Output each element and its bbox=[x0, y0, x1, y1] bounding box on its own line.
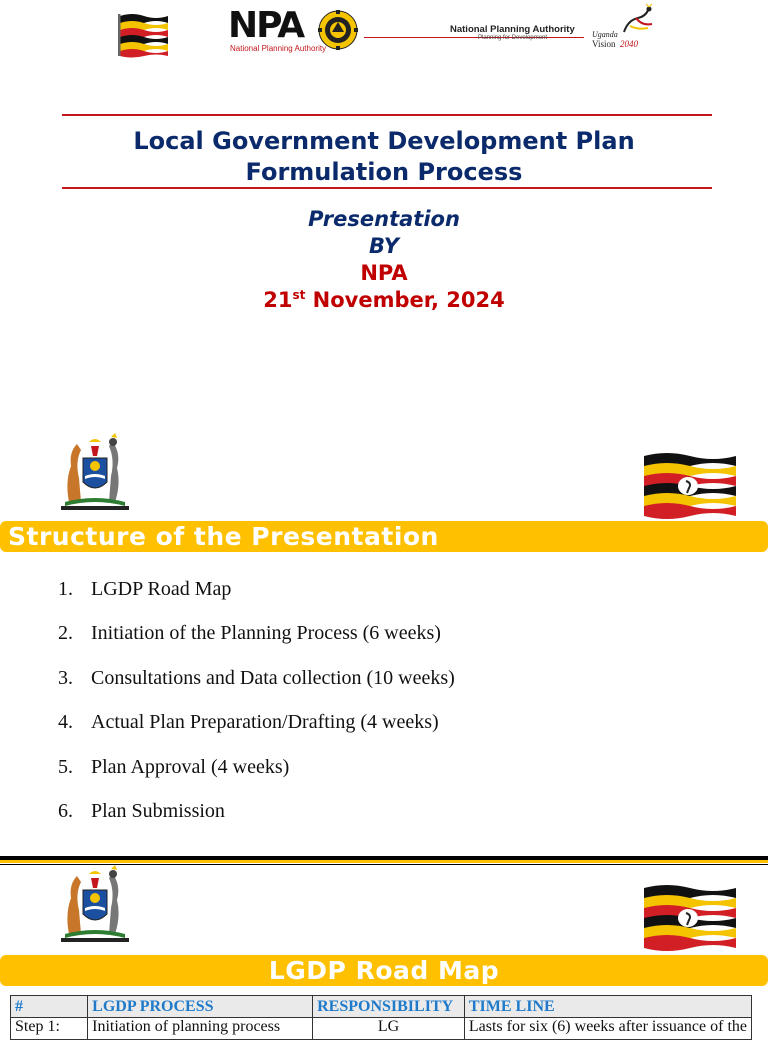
list-item bbox=[58, 800, 225, 823]
column-header-process: LGDP PROCESS bbox=[88, 996, 313, 1018]
roadmap-heading-bar bbox=[0, 955, 768, 986]
npa-logo bbox=[226, 6, 360, 58]
slide-title-line2: Formulation Process bbox=[245, 158, 523, 186]
list-item-number: 2. bbox=[58, 622, 73, 644]
uganda-flag-icon bbox=[642, 882, 736, 948]
roadmap-table bbox=[10, 995, 752, 1040]
table-row bbox=[11, 1018, 752, 1040]
header-rule bbox=[364, 37, 584, 38]
column-header-responsibility: RESPONSIBILITY bbox=[313, 996, 465, 1018]
list-item-text: Actual Plan Preparation/Drafting (4 weeks) bbox=[91, 711, 439, 733]
table-cell-responsibility: LG bbox=[313, 1018, 465, 1040]
date-rest: November, 2024 bbox=[305, 288, 505, 312]
header-logos bbox=[0, 0, 768, 62]
list-item-number: 5. bbox=[58, 756, 73, 778]
list-item-text: LGDP Road Map bbox=[91, 578, 232, 600]
vision-uganda-text: Uganda bbox=[592, 30, 618, 39]
table-cell-process: Initiation of planning process bbox=[88, 1018, 313, 1040]
list-item bbox=[58, 756, 289, 779]
list-item bbox=[58, 578, 231, 601]
structure-heading-bar bbox=[0, 521, 768, 552]
coat-of-arms-icon bbox=[55, 432, 135, 512]
title-top-rule bbox=[62, 114, 712, 116]
list-item bbox=[58, 622, 441, 645]
list-item bbox=[58, 711, 439, 734]
by-label: BY bbox=[368, 234, 400, 258]
list-item-text: Initiation of the Planning Process (6 weeks) bbox=[91, 622, 441, 644]
list-item-text: Plan Approval (4 weeks) bbox=[91, 756, 290, 778]
column-header-number: # bbox=[11, 996, 88, 1018]
npa-logo-subtitle: National Planning Authority bbox=[230, 44, 327, 53]
date-suffix: st bbox=[292, 288, 306, 302]
npa-seal-icon bbox=[318, 10, 358, 50]
slide-separator-accent bbox=[0, 860, 768, 863]
coat-of-arms-icon bbox=[55, 864, 135, 944]
list-item-text: Plan Submission bbox=[91, 800, 225, 822]
uganda-flag-icon bbox=[118, 10, 170, 56]
roadmap-heading: LGDP Road Map bbox=[268, 956, 500, 985]
table-cell-timeline: Lasts for six (6) weeks after issuance of the bbox=[464, 1018, 751, 1040]
crested-crane-icon bbox=[618, 4, 656, 36]
list-item-number: 4. bbox=[58, 711, 73, 733]
list-item bbox=[58, 667, 455, 690]
vision-2040-logo bbox=[590, 4, 658, 54]
npa-wordmark: NPA bbox=[228, 5, 304, 46]
vision-year: 2040 bbox=[620, 39, 638, 49]
vision-word: Vision bbox=[592, 39, 616, 49]
structure-heading: Structure of the Presentation bbox=[8, 522, 439, 551]
presentation-date bbox=[0, 288, 768, 312]
list-item-number: 6. bbox=[58, 800, 73, 822]
list-item-number: 3. bbox=[58, 667, 73, 689]
list-item-number: 1. bbox=[58, 578, 73, 600]
uganda-flag-icon bbox=[642, 450, 736, 516]
table-header-row bbox=[11, 996, 752, 1018]
npa-tagline: Planning for Development bbox=[478, 35, 548, 41]
column-header-timeline: TIME LINE bbox=[464, 996, 751, 1018]
slide-title-line1: Local Government Development Plan bbox=[133, 127, 635, 155]
presenter-name: NPA bbox=[360, 261, 408, 285]
table-cell-step: Step 1: bbox=[11, 1018, 88, 1040]
date-day: 21 bbox=[263, 288, 293, 312]
list-item-text: Consultations and Data collection (10 weeks) bbox=[91, 667, 455, 689]
npa-full-name: National Planning Authority bbox=[450, 24, 575, 35]
title-bottom-rule bbox=[62, 187, 712, 189]
presentation-label: Presentation bbox=[308, 207, 460, 231]
